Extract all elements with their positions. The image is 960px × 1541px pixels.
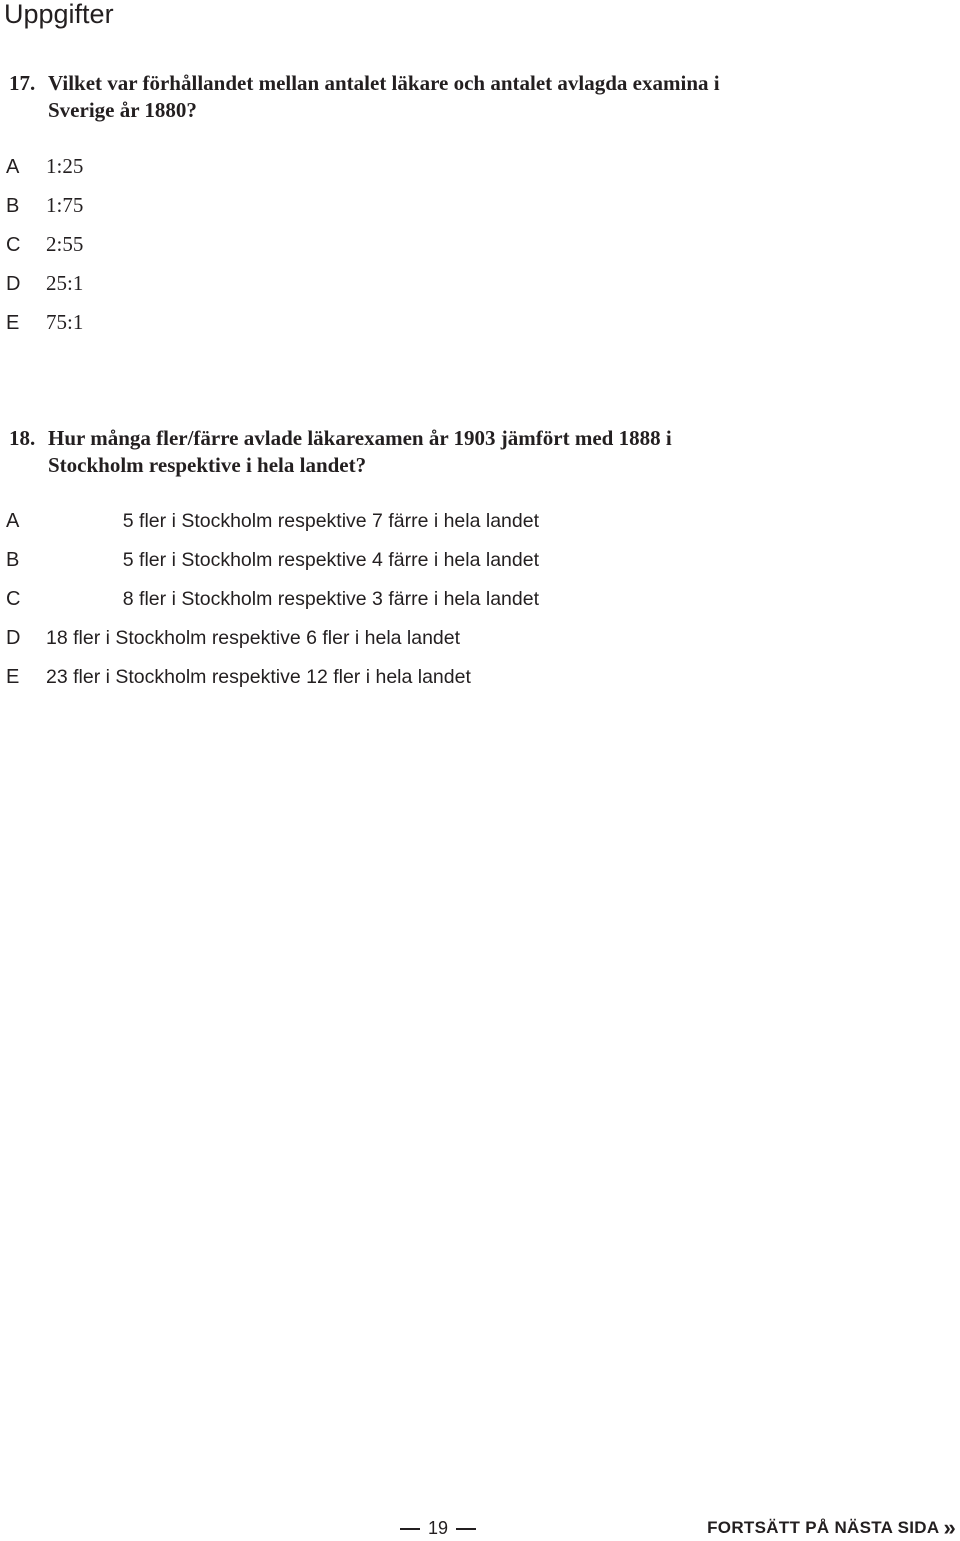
option-letter: E	[6, 312, 20, 334]
answer-option	[6, 627, 539, 666]
option-text: 5 fler i Stockholm respektive 4 färre i hela landet	[122, 549, 539, 571]
question-text: Hur många fler/färre avlade läkarexamen år 1903 jämfört med 1888 i Stockholm respektive i hela landet?	[48, 426, 672, 477]
answer-option	[6, 232, 83, 271]
double-chevron-right-icon: »	[943, 1515, 956, 1540]
page-number-text: 19	[428, 1518, 449, 1538]
page-title: Uppgifter	[4, 0, 114, 29]
option-letter: D	[6, 627, 21, 649]
option-letter: E	[6, 666, 20, 688]
answer-option	[6, 588, 539, 627]
answer-option	[6, 666, 539, 705]
dash-right	[456, 1528, 476, 1530]
option-text: 18 fler i Stockholm respektive 6 fler i hela landet	[46, 627, 461, 649]
answer-option	[6, 193, 83, 232]
page-number	[400, 1518, 476, 1539]
option-text: 25:1	[46, 271, 84, 295]
option-text: 23 fler i Stockholm respektive 12 fler i hela landet	[46, 666, 471, 688]
question-number: 18.	[9, 426, 36, 450]
answer-option	[6, 271, 83, 310]
option-text: 2:55	[46, 232, 84, 256]
option-letter: A	[6, 510, 20, 532]
option-text: 1:25	[46, 154, 84, 178]
answer-option	[6, 154, 83, 193]
option-letter: B	[6, 195, 20, 217]
continue-label: FORTSÄTT PÅ NÄSTA SIDA	[707, 1518, 940, 1537]
question-18	[9, 425, 769, 479]
answer-options-17	[6, 154, 83, 349]
option-letter: D	[6, 273, 21, 295]
option-text: 5 fler i Stockholm respektive 7 färre i hela landet	[122, 510, 539, 532]
option-text: 1:75	[46, 193, 84, 217]
continue-next-page	[707, 1515, 956, 1540]
option-letter: A	[6, 156, 20, 178]
option-letter: C	[6, 234, 21, 256]
answer-option	[6, 310, 83, 349]
answer-option	[6, 510, 539, 549]
option-text: 75:1	[46, 310, 84, 334]
question-number: 17.	[9, 71, 36, 95]
option-text: 8 fler i Stockholm respektive 3 färre i hela landet	[122, 588, 539, 610]
question-text: Vilket var förhållandet mellan antalet läkare och antalet avlagda examina i Sverige år 1880?	[48, 71, 720, 122]
answer-options-18	[6, 510, 539, 705]
question-17	[9, 70, 769, 124]
answer-option	[6, 549, 539, 588]
option-letter: C	[6, 588, 21, 610]
dash-left	[400, 1528, 420, 1530]
option-letter: B	[6, 549, 20, 571]
